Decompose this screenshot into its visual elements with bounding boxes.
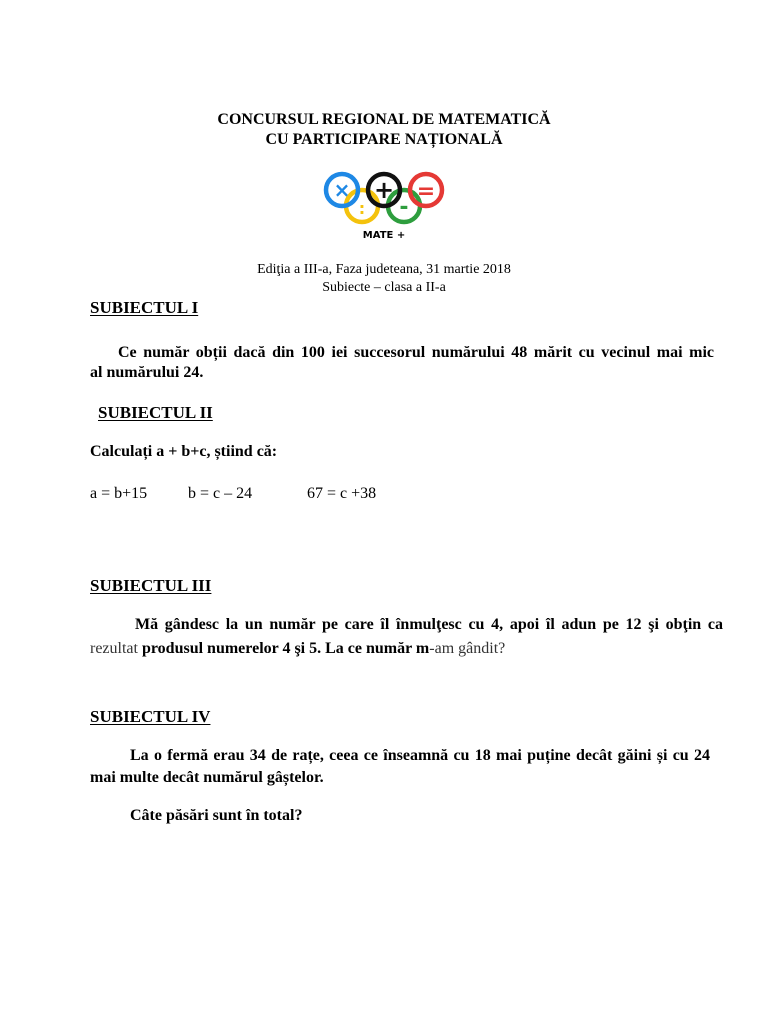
subject4-line2: mai multe decât numărul gâștelor. <box>90 769 324 786</box>
equation-a: a = b+15 <box>90 485 148 502</box>
contest-title-line1: CONCURSUL REGIONAL DE MATEMATICĂ <box>217 111 551 128</box>
class-line: Subiecte – clasa a II-a <box>322 280 446 295</box>
subject4-question: Câte păsări sunt în total? <box>130 807 303 824</box>
subject4-line1: La o fermă erau 34 de rațe, ceea ce înseamnă cu 18 mai puține decât găini și cu 24 <box>130 747 710 764</box>
mate-plus-logo <box>318 170 448 247</box>
logo-text: MATE + <box>362 230 406 241</box>
subject1-line2: al numărului 24. <box>90 364 204 381</box>
subject3-line2 <box>90 638 505 659</box>
edition-line: Ediţia a III-a, Faza judeteana, 31 martie 2018 <box>257 262 511 277</box>
subject3-heading: SUBIECTUL III <box>90 576 212 595</box>
subject3-line2-part2: produsul numerelor 4 şi 5. La ce număr m <box>141 640 430 657</box>
times-symbol: × <box>333 178 351 202</box>
contest-title-line2: CU PARTICIPARE NAȚIONALĂ <box>265 131 503 148</box>
equation-c: 67 = c +38 <box>307 485 377 502</box>
plus-symbol: + <box>373 176 395 204</box>
olympic-math-rings-icon <box>318 170 448 242</box>
subject2-prompt: Calculați a + b+c, știind că: <box>90 443 278 460</box>
minus-symbol: - <box>399 195 409 220</box>
divide-symbol: : <box>358 199 366 218</box>
equals-symbol: = <box>416 179 436 204</box>
equation-b: b = c – 24 <box>188 485 253 502</box>
subject1-line1: Ce număr obții dacă din 100 iei succesorul numărului 48 mărit cu vecinul mai mic <box>118 344 714 361</box>
subject1-heading: SUBIECTUL I <box>90 298 199 317</box>
subject3-line1: Mă gândesc la un număr pe care îl înmulţesc cu 4, apoi îl adun pe 12 şi obţin ca <box>135 616 723 633</box>
subject3-line2-part3: -am gândit? <box>429 640 506 657</box>
subject4-heading: SUBIECTUL IV <box>90 707 211 726</box>
subject2-heading: SUBIECTUL II <box>98 403 213 422</box>
subject3-line2-part1: rezultat <box>90 640 142 657</box>
